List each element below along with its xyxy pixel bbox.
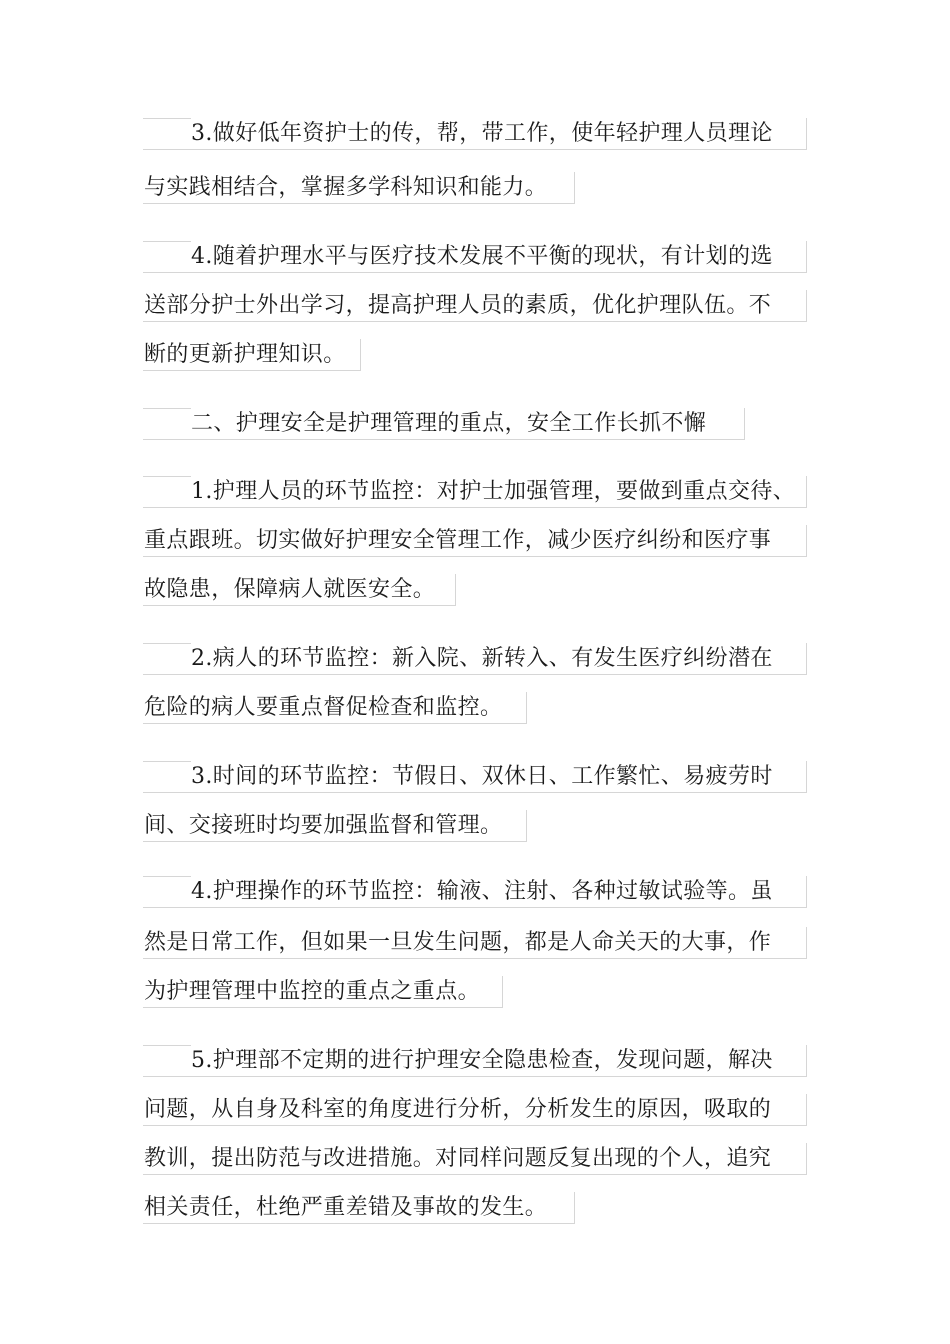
paragraph-line: 4.护理操作的环节监控：输液、注射、各种过敏试验等。虽 — [143, 876, 807, 908]
paragraph-line: 相关责任，杜绝严重差错及事故的发生。 — [143, 1192, 575, 1224]
paragraph-line: 为护理管理中监控的重点之重点。 — [143, 976, 503, 1008]
paragraph-line: 问题，从自身及科室的角度进行分析，分析发生的原因，吸取的 — [143, 1094, 807, 1126]
paragraph-line: 1.护理人员的环节监控：对护士加强管理，要做到重点交待、 — [143, 476, 807, 508]
paragraph-line: 与实践相结合，掌握多学科知识和能力。 — [143, 172, 575, 204]
paragraph-line: 危险的病人要重点督促检查和监控。 — [143, 692, 527, 724]
paragraph-line: 故隐患，保障病人就医安全。 — [143, 574, 456, 606]
paragraph-line: 3.时间的环节监控：节假日、双休日、工作繁忙、易疲劳时 — [143, 761, 807, 793]
paragraph-line: 4.随着护理水平与医疗技术发展不平衡的现状，有计划的选 — [143, 241, 807, 273]
paragraph-line: 重点跟班。切实做好护理安全管理工作，减少医疗纠纷和医疗事 — [143, 525, 807, 557]
paragraph-line: 5.护理部不定期的进行护理安全隐患检查，发现问题，解决 — [143, 1045, 807, 1077]
paragraph-line: 间、交接班时均要加强监督和管理。 — [143, 810, 527, 842]
paragraph-line: 3.做好低年资护士的传，帮，带工作，使年轻护理人员理论 — [143, 118, 807, 150]
paragraph-line: 然是日常工作，但如果一旦发生问题，都是人命关天的大事，作 — [143, 927, 807, 959]
section-heading: 二、护理安全是护理管理的重点，安全工作长抓不懈 — [143, 408, 745, 440]
paragraph-line: 2.病人的环节监控：新入院、新转入、有发生医疗纠纷潜在 — [143, 643, 807, 675]
paragraph-line: 断的更新护理知识。 — [143, 339, 361, 371]
paragraph-line: 送部分护士外出学习，提高护理人员的素质，优化护理队伍。不 — [143, 290, 807, 322]
paragraph-line: 教训，提出防范与改进措施。对同样问题反复出现的个人，追究 — [143, 1143, 807, 1175]
